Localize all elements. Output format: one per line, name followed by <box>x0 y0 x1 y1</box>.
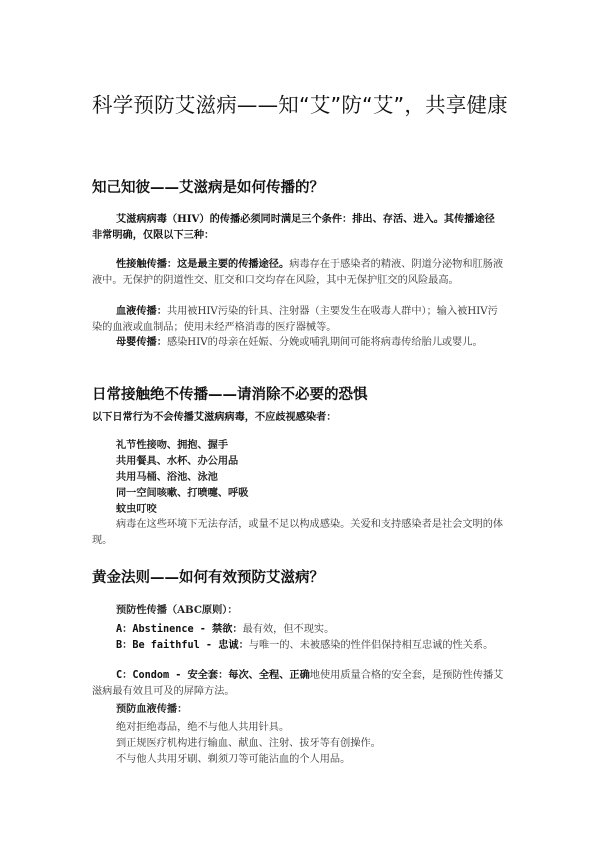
list-item: 不与他人共用牙刷、剃须刀等可能沾血的个人用品。 <box>116 754 351 765</box>
sexual-transmission-text: 病毒存在于感染者的精液、阴道分泌物和肛肠液液中。无保护的阴道性交、肛交和口交均存在风险，其中无保护肛交的风险最高。 <box>92 259 504 286</box>
transmission-intro <box>92 212 504 243</box>
list-item: 蚊虫叮咬 <box>116 503 157 515</box>
sexual-transmission-paragraph <box>92 257 504 288</box>
abc-item-c <box>92 668 504 699</box>
list-item: 共用马桶、浴池、泳池 <box>116 471 218 483</box>
blood-transmission-label: 血液传播： <box>116 305 167 317</box>
sexual-transmission-label: 性接触传播：这是最主要的传播途径。 <box>116 258 290 270</box>
list-item: 绝对拒绝毒品，绝不与他人共用针具。 <box>116 722 290 733</box>
list-item: 礼节性接吻、拥抱、握手 <box>116 439 229 451</box>
abc-c-text: 地使用质量合格的安全套，是预防性传播艾滋病最有效且可及的屏障方法。 <box>92 670 504 697</box>
list-item: 到正规医疗机构进行输血、献血、注射、拔牙等有创操作。 <box>116 738 381 749</box>
no-transmission-intro-text: 以下日常行为不会传播艾滋病病毒，不应歧视感染者： <box>92 411 337 423</box>
no-transmission-note: 病毒在这些环境下无法存活，或量不足以构成感染。关爱和支持感染者是社会文明的体现。 <box>92 519 504 546</box>
abc-a-text: 最有效，但不现实。 <box>242 624 335 635</box>
blood-transmission-paragraph <box>92 304 504 335</box>
abc-item-a <box>116 622 334 637</box>
abc-a-prefix: A：Abstinence - 禁欲： <box>116 624 243 635</box>
blood-prevention-label: 预防血液传播： <box>116 703 188 715</box>
abc-principle-label <box>116 603 238 618</box>
page-title: 科学预防艾滋病——知“艾”防“艾”，共享健康 <box>92 93 508 117</box>
abc-b-text: 与唯一的、未被感染的性伴侣保持相互忠诚的性关系。 <box>248 640 494 651</box>
section-heading-prevention: 黄金法则——如何有效预防艾滋病？ <box>92 570 324 586</box>
blood-transmission-text: 共用被HIV污染的针具、注射器（主要发生在吸毒人群中）；输入被HIV污染的血液或血制品；使用未经严格消毒的医疗器械等。 <box>92 306 498 333</box>
transmission-intro-text: 艾滋病病毒（HIV）的传播必须同时满足三个条件：排出、存活、进入。其传播途径非常明确，仅限以下三种： <box>92 213 495 241</box>
mother-transmission-label: 母婴传播： <box>116 336 167 348</box>
abc-b-prefix: B：Be faithful - 忠诚： <box>116 640 249 651</box>
abc-principle-label-text: 预防性传播（ABC原则）： <box>116 604 238 616</box>
list-item: 共用餐具、水杯、办公用品 <box>116 455 239 467</box>
abc-c-prefix: C：Condom - 安全套：每次、全程、正确 <box>116 670 310 681</box>
section-heading-transmission: 知己知彼——艾滋病是如何传播的？ <box>92 180 324 196</box>
abc-item-b <box>92 638 504 654</box>
mother-transmission-paragraph <box>92 335 504 351</box>
section-heading-no-transmission: 日常接触绝不传播——请消除不必要的恐惧 <box>92 387 368 403</box>
mother-transmission-text: 感染HIV的母亲在妊娠、分娩或哺乳期间可能将病毒传给胎儿或婴儿。 <box>166 337 483 348</box>
list-item: 同一空间咳嗽、打喷嚏、呼吸 <box>116 487 249 499</box>
no-transmission-intro <box>92 410 504 426</box>
